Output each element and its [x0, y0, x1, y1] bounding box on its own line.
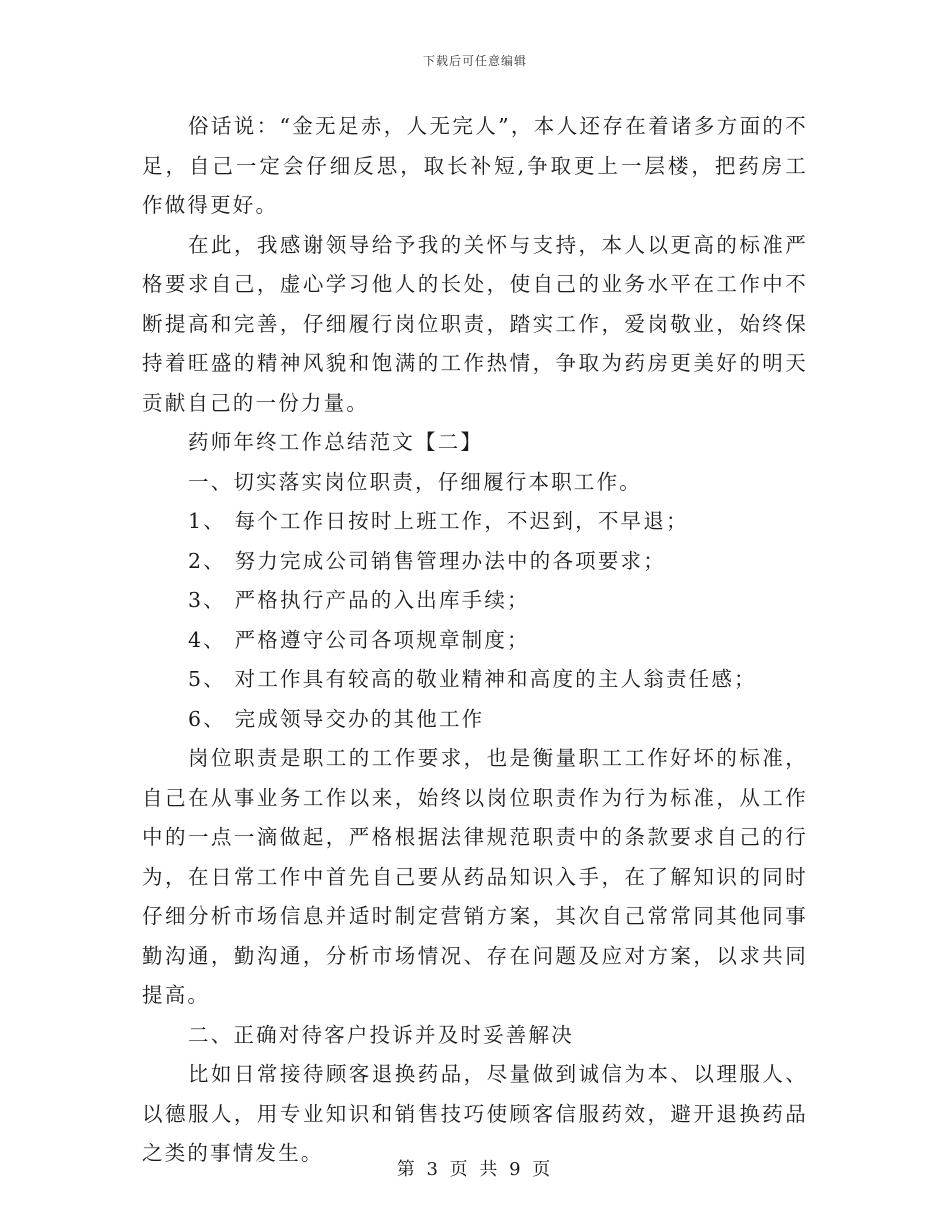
paragraph-proverb: 俗话说：“金无足赤，人无完人”，本人还存在着诸多方面的不足，自己一定会仔细反思，取长补短,争取更上一层楼，把药房工作做得更好。: [142, 114, 808, 217]
heading-duties: 一、切实落实岗位职责，仔细履行本职工作。: [188, 469, 642, 494]
list-item: 4、 严格遵守公司各项规章制度；: [188, 627, 530, 652]
paragraph-complaints-detail: 比如日常接待顾客退换药品，尽量做到诚信为本、以理服人、以德服人，用专业知识和销售技巧使顾客信服药效，避开退换药品之类的事情发生。: [142, 1062, 808, 1165]
list-item: 2、 努力完成公司销售管理办法中的各项要求；: [188, 548, 666, 573]
list-item: 3、 严格执行产品的入出库手续；: [188, 588, 530, 612]
document-body: [142, 107, 808, 1174]
paragraph-thanks: 在此，我感谢领导给予我的关怀与支持，本人以更高的标准严格要求自己，虚心学习他人的长处，使自己的业务水平在工作中不断提高和完善，仔细履行岗位职责，踏实工作，爱岗敬业，始终保持着旺盛的精神风貌和饱满的工作热情，争取为药房更美好的明天贡献自己的一份力量。: [142, 232, 808, 415]
paragraph-duties-detail: 岗位职责是职工的工作要求，也是衡量职工工作好坏的标准，自己在从事业务工作以来，始终以岗位职责作为行为标准，从工作中的一点一滴做起，严格根据法律规范职责中的条款要求自己的行为，在日常工作中首先自己要从药品知识入手，在了解知识的同时仔细分析市场信息并适时制定营销方案，其次自己常常同其他同事勤沟通，勤沟通，分析市场情况、存在问题及应对方案，以求共同提高。: [142, 746, 808, 1007]
heading-complaints: 二、正确对待客户投诉并及时妥善解决: [188, 1022, 574, 1047]
page-header: 下载后可任意编辑: [422, 54, 527, 68]
list-item: 5、 对工作具有较高的敬业精神和高度的主人翁责任感；: [188, 667, 757, 691]
page-footer: 第 3 页 共 9 页: [396, 1159, 554, 1180]
list-item: 1、 每个工作日按时上班工作，不迟到，不早退；: [188, 509, 689, 533]
list-item: 6、 完成领导交办的其他工作: [188, 706, 485, 731]
section-title: 药师年终工作总结范文【二】: [188, 430, 484, 454]
